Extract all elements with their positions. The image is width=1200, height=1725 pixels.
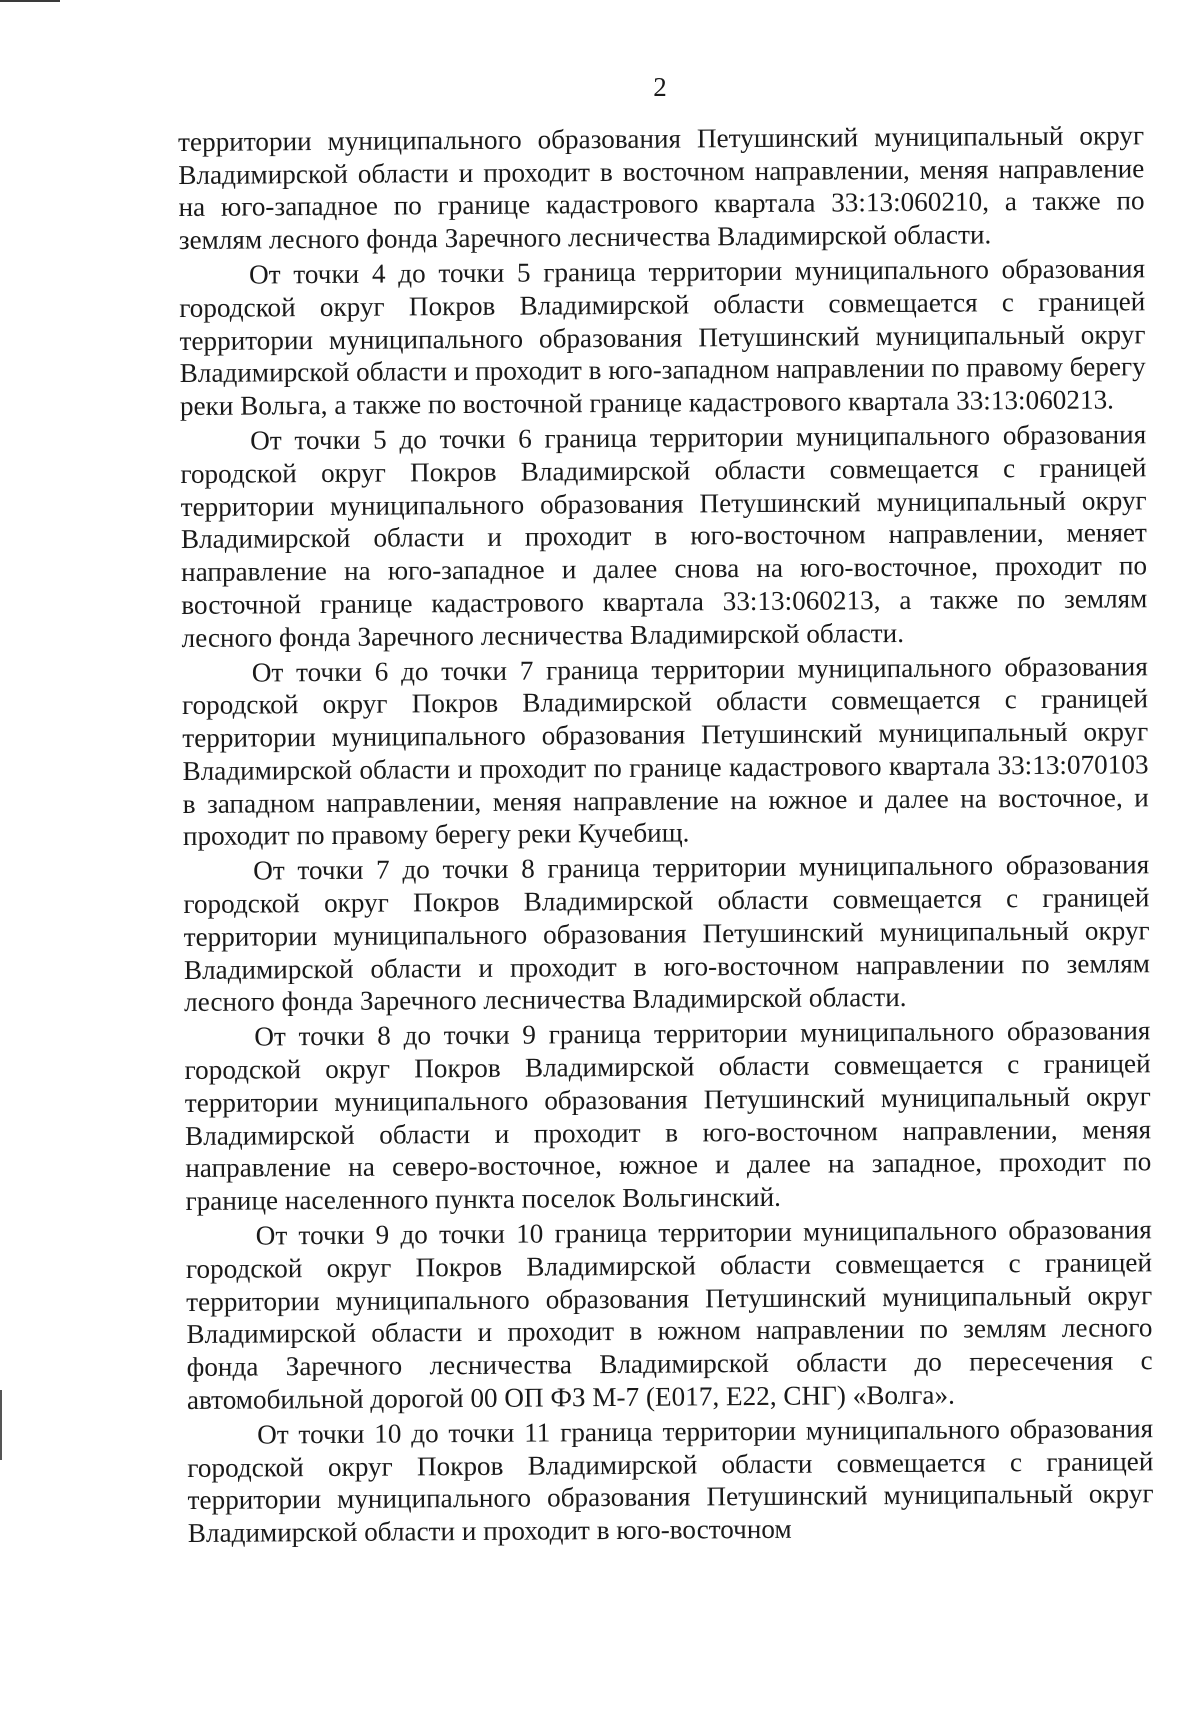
- paragraph: От точки 9 до точки 10 граница территории муниципального образования городской округ Покров Владимирской области совмещается с границей территории муниципального образования Петушинский муниципальный округ Владимирской области и проходит в южном направлении по землям лесного фонда Заречного лесничества Владимирской области до пересечения с автомобильной дорогой 00 ОП ФЗ М-7 (Е017, Е22, СНГ) «Волга».: [185, 1214, 1153, 1415]
- paragraph: От точки 10 до точки 11 граница территории муниципального образования городской округ Покров Владимирской области совмещается с границей территории муниципального образования Петушинский муниципальный округ Владимирской области и проходит в юго-восточном: [187, 1413, 1154, 1548]
- page-number: 2: [653, 72, 667, 102]
- document-body: [178, 119, 1154, 1552]
- paragraph: От точки 5 до точки 6 граница территории муниципального образования городской округ Покров Владимирской области совмещается с границей территории муниципального образования Петушинский муниципальный округ Владимирской области и проходит в юго-восточном направлении, меняет направление на юго-западное и далее снова на юго-восточное, проходит по восточной границе кадастрового квартала 33:13:060213, а также по землям лесного фонда Заречного лесничества Владимирской области.: [180, 419, 1148, 653]
- paragraph: От точки 7 до точки 8 граница территории муниципального образования городской округ Покров Владимирской области совмещается с границей территории муниципального образования Петушинский муниципальный округ Владимирской области и проходит в юго-восточном направлении по землям лесного фонда Заречного лесничества Владимирской области.: [183, 849, 1150, 1018]
- paragraph: территории муниципального образования Петушинский муниципальный округ Владимирской области и проходит в восточном направлении, меняя направление на юго-западное по границе кадастрового квартала 33:13:060210, а также по землям лесного фонда Заречного лесничества Владимирской области.: [178, 120, 1145, 256]
- paragraph: От точки 6 до точки 7 граница территории муниципального образования городской округ Покров Владимирской области совмещается с границей территории муниципального образования Петушинский муниципальный округ Владимирской области и проходит по границе кадастрового квартала 33:13:070103 в западном направлении, меняя направление на южное и далее на восточное, и проходит по правому берегу реки Кучебищ.: [181, 650, 1149, 852]
- paragraph: От точки 4 до точки 5 граница территории муниципального образования городской округ Покров Владимирской области совмещается с границей территории муниципального образования Петушинский муниципальный округ Владимирской области и проходит в юго-западном направлении по правому берегу реки Вольга, а также по восточной границе кадастрового квартала 33:13:060213.: [179, 253, 1146, 422]
- scan-edge-mark: [0, 0, 60, 2]
- paragraph: От точки 8 до точки 9 граница территории муниципального образования городской округ Покров Владимирской области совмещается с границей территории муниципального образования Петушинский муниципальный округ Владимирской области и проходит в юго-восточном направлении, меняя направление на северо-восточное, южное и далее на западное, проходит по границе населенного пункта поселок Вольгинский.: [184, 1015, 1152, 1216]
- scan-edge-mark: [0, 1390, 2, 1460]
